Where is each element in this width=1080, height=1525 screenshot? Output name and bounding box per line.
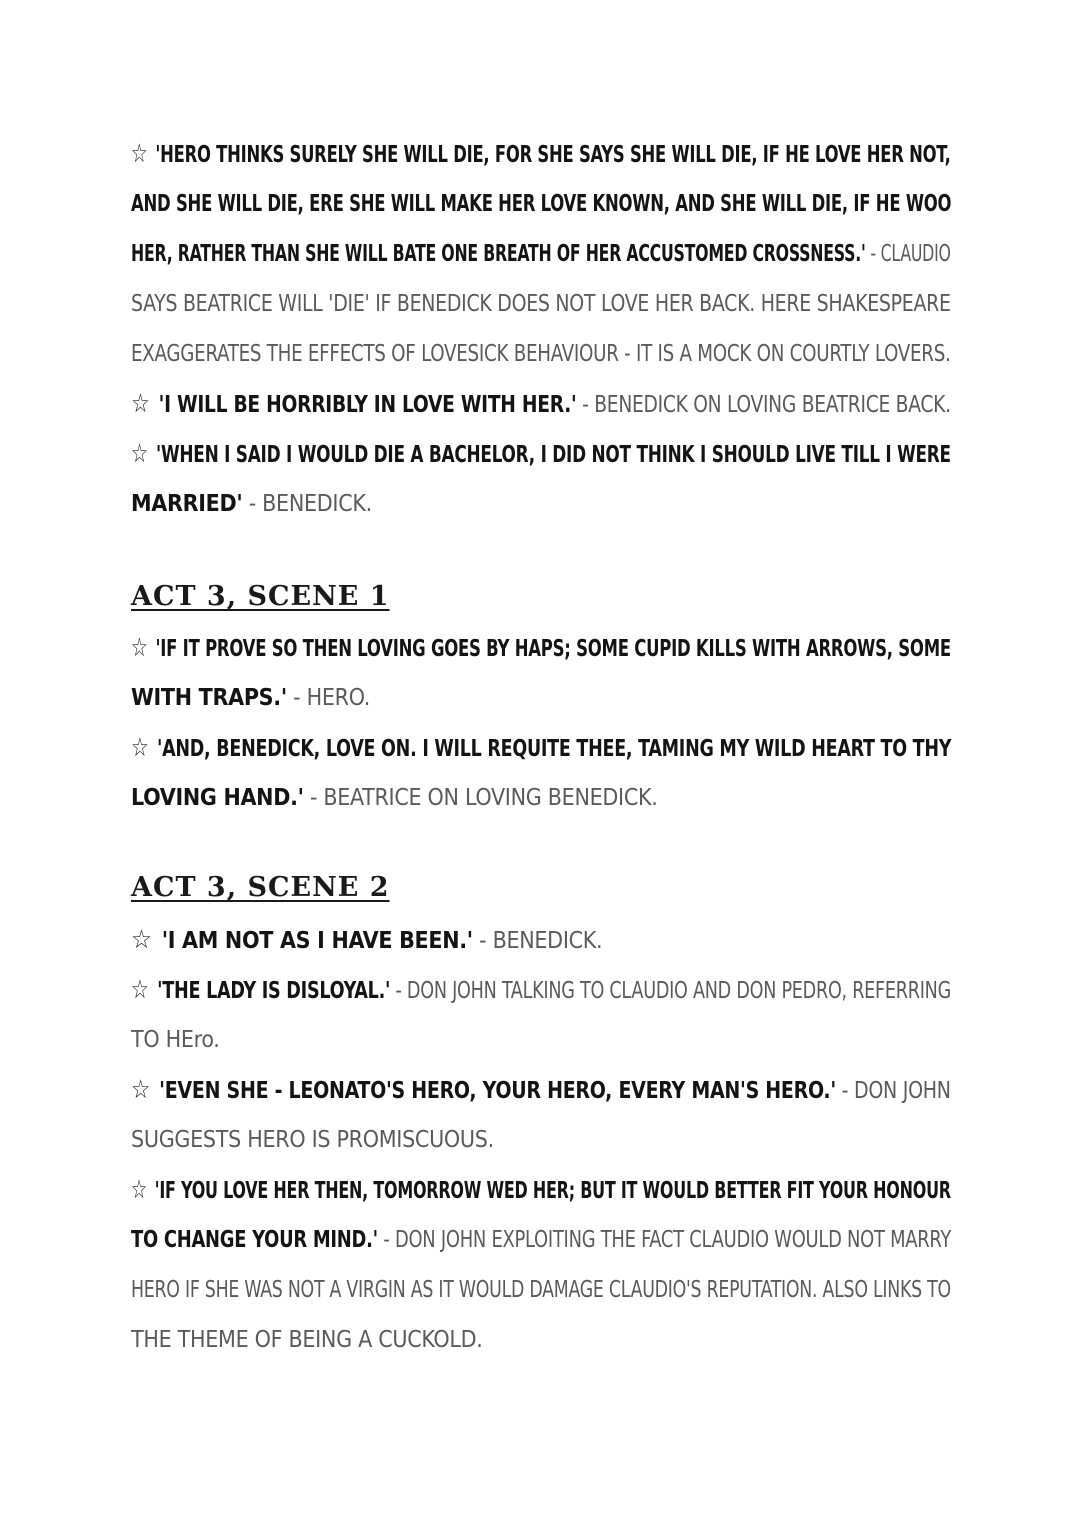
note-text: - BENEDICK.	[479, 928, 603, 954]
quote-text: HER, RATHER THAN SHE WILL BATE ONE BREATH OF HER ACCUSTOMED CROSSNESS.'	[131, 241, 866, 267]
note-text: EXAGGERATES THE EFFECTS OF LOVESICK BEHAVIOUR - IT IS A MOCK ON COURTLY LOVERS.	[131, 341, 951, 367]
quote-text: 'EVEN SHE - LEONATO'S HERO, YOUR HERO, EVERY MAN'S HERO.'	[159, 1078, 836, 1104]
text-line	[131, 1015, 951, 1065]
note-text: - BEATRICE ON LOVING BENEDICK.	[309, 785, 658, 811]
text-line	[131, 279, 951, 329]
note-text: - BENEDICK.	[248, 491, 372, 517]
text-line	[131, 915, 951, 965]
quote-text: 'HERO THINKS SURELY SHE WILL DIE, FOR SHE SAYS SHE WILL DIE, IF HE LOVE HER NOT,	[155, 142, 951, 168]
quote-text: 'IF IT PROVE SO THEN LOVING GOES BY HAPS; SOME CUPID KILLS WITH ARROWS, SOME	[155, 636, 951, 662]
act3-scene2-section	[131, 915, 951, 1365]
star-outline-icon: ☆	[131, 633, 148, 663]
text-line	[131, 673, 951, 723]
section-heading-act3-scene2: ACT 3, SCENE 2	[131, 872, 390, 903]
star-outline-icon: ☆	[131, 733, 149, 763]
star-outline-icon: ☆	[131, 389, 150, 419]
star-outline-icon: ☆	[131, 1175, 147, 1205]
note-text: - DON JOHN EXPLOITING THE FACT CLAUDIO WOULD NOT MARRY	[383, 1227, 952, 1253]
text-line	[131, 1215, 952, 1265]
text-line	[131, 329, 951, 379]
note-text: - DON JOHN	[841, 1078, 951, 1104]
quote-text: LOVING HAND.'	[131, 785, 304, 811]
text-line	[131, 723, 952, 773]
act3-scene1-section	[131, 623, 951, 823]
text-line	[131, 429, 951, 479]
text-line	[131, 1115, 951, 1165]
star-outline-icon: ☆	[131, 925, 152, 955]
note-text: HERO IF SHE WAS NOT A VIRGIN AS IT WOULD DAMAGE CLAUDIO'S REPUTATION. ALSO LINKS TO	[131, 1277, 951, 1303]
star-outline-icon: ☆	[131, 1075, 150, 1105]
note-text: - DON JOHN TALKING TO CLAUDIO AND DON PEDRO, REFERRING	[395, 978, 951, 1004]
text-line	[131, 229, 951, 279]
text-line	[131, 965, 951, 1015]
quote-text: 'WHEN I SAID I WOULD DIE A BACHELOR, I DID NOT THINK I SHOULD LIVE TILL I WERE	[156, 442, 951, 468]
quote-text: MARRIED'	[131, 491, 243, 517]
quote-text: TO CHANGE YOUR MIND.'	[131, 1227, 378, 1253]
note-text: TO HEro.	[131, 1027, 220, 1053]
star-outline-icon: ☆	[131, 975, 149, 1005]
intro-section	[131, 129, 951, 529]
note-text: - CLAUDIO	[870, 241, 951, 267]
note-text: - BENEDICK ON LOVING BEATRICE BACK.	[582, 392, 951, 418]
quote-text: 'IF YOU LOVE HER THEN, TOMORROW WED HER; BUT IT WOULD BETTER FIT YOUR HONOUR	[154, 1178, 951, 1204]
quote-text: 'AND, BENEDICK, LOVE ON. I WILL REQUITE THEE, TAMING MY WILD HEART TO THY	[156, 736, 952, 762]
quote-text: WITH TRAPS.'	[131, 685, 287, 711]
note-text: SAYS BEATRICE WILL 'DIE' IF BENEDICK DOES NOT LOVE HER BACK. HERE SHAKESPEARE	[131, 291, 951, 317]
star-outline-icon: ☆	[131, 439, 148, 469]
text-line	[131, 1065, 951, 1115]
text-line	[131, 773, 951, 823]
quote-text: 'THE LADY IS DISLOYAL.'	[157, 978, 391, 1004]
note-text: SUGGESTS HERO IS PROMISCUOUS.	[131, 1127, 494, 1153]
text-line	[131, 129, 951, 179]
note-text: - HERO.	[293, 685, 371, 711]
text-line	[131, 623, 951, 673]
text-line	[131, 1265, 951, 1315]
quote-text: 'I WILL BE HORRIBLY IN LOVE WITH HER.'	[158, 392, 577, 418]
text-line	[131, 1165, 951, 1215]
text-line	[131, 179, 952, 229]
note-text: THE THEME OF BEING A CUCKOLD.	[131, 1327, 483, 1353]
quote-text: AND SHE WILL DIE, ERE SHE WILL MAKE HER LOVE KNOWN, AND SHE WILL DIE, IF HE WOO	[131, 191, 952, 217]
text-line	[131, 1315, 951, 1365]
star-outline-icon: ☆	[131, 139, 148, 169]
section-heading-act3-scene1: ACT 3, SCENE 1	[131, 581, 390, 612]
text-line	[131, 479, 951, 529]
text-line	[131, 379, 951, 429]
quote-text: 'I AM NOT AS I HAVE BEEN.'	[161, 928, 473, 954]
